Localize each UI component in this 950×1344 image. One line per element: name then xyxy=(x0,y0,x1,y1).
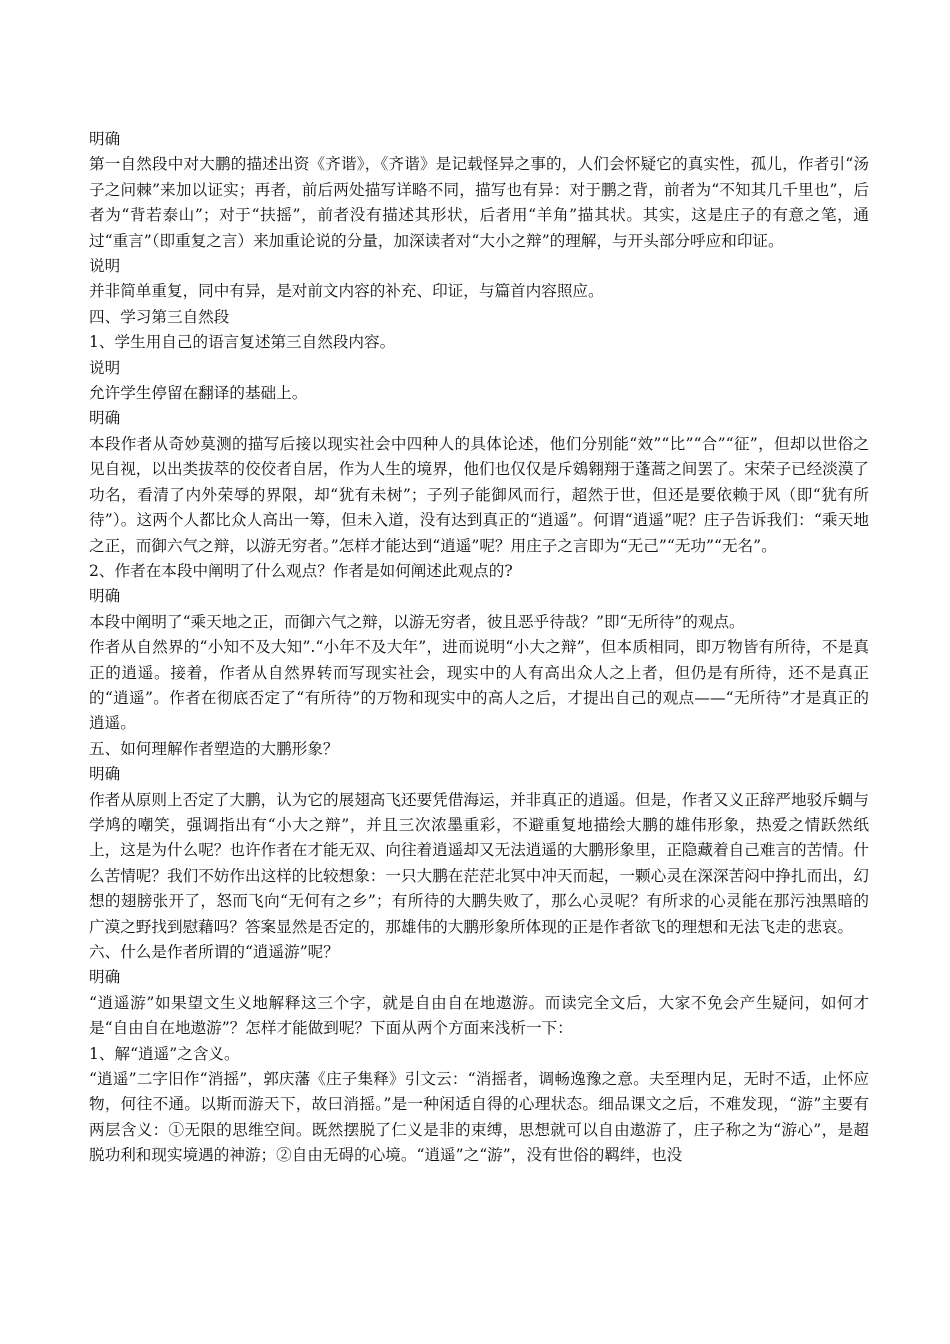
paragraph: “逍遥”二字旧作“消摇”，郭庆藩《庄子集释》引文云：“消摇者，调畅逸豫之意。夫至理内足，无时不适，止怀应物，何往不通。以斯而游天下，故曰消摇。”是一种闲适自得的心理状态。细品课文之后，不难发现，“游”主要有两层含义：①无限的思维空间。既然摆脱了仁义是非的束缚，思想就可以自由遨游了，庄子称之为“游心”，是超脱功利和现实境遇的神游；②自由无碍的心境。“逍遥”之“游”，没有世俗的羁绊，也没 xyxy=(89,1070,869,1165)
paragraph: 作者从原则上否定了大鹏，认为它的展翅高飞还要凭借海运，并非真正的逍遥。但是，作者又义正辞严地驳斥蜩与学鸠的嘲笑，强调指出有“小大之辩”，并且三次浓墨重彩，不避重复地描绘大鹏的雄伟形象，热爱之情跃然纸上，这是为什么呢？也许作者在才能无双、向往着逍遥却又无法逍遥的大鹏形象里，正隐藏着自己难言的苦情。什么苦情呢？我们不妨作出这样的比较想象：一只大鹏在茫茫北冥中冲天而起，一颗心灵在深深苦闷中挣扎而出，幻想的翅膀张开了，怒而飞向“无何有之乡”；有所待的大鹏失败了，那么心灵呢？有所求的心灵能在那污浊黑暗的广漠之野找到慰藉吗？答案显然是否定的，那雄伟的大鹏形象所体现的正是作者欲飞的理想和无法飞走的悲哀。 xyxy=(89,790,869,936)
section-heading-4: 四、学习第三自然段 xyxy=(89,307,230,326)
paragraph-label-mingque: 明确 xyxy=(89,409,121,428)
section-heading-6: 六、什么是作者所谓的“逍遥游”呢？ xyxy=(89,943,339,961)
paragraph-label-shuoming: 说明 xyxy=(89,257,121,276)
paragraph: “逍遥游”如果望文生义地解释这三个字，就是自由自在地遨游。而读完全文后，大家不免会产生疑问，如何才是“自由自在地遨游”？怎样才能做到呢？下面从两个方面来浅析一下： xyxy=(89,993,869,1038)
paragraph: 本段中阐明了“乘天地之正，而御六气之辩，以游无穷者，彼且恶乎待哉？”即“无所待”的观点。 xyxy=(89,612,745,631)
paragraph: 本段作者从奇妙莫测的描写后接以现实社会中四种人的具体论述，他们分别能“效”“比”“合”“征”，但却以世俗之见自视，以出类拔萃的佼佼者自居，作为人生的境界，他们也仅仅是斥鴳翱翔于蓬蒿之间罢了。宋荣子已经淡漠了功名，看清了内外荣辱的界限，却“犹有未树”；子列子能御风而行，超然于世，但还是要依赖于风（即“犹有所待”）。这两个人都比众人高出一筹，但未入道，没有达到真正的“逍遥”。何谓“逍遥”呢？庄子告诉我们：“乘天地之正，而御六气之辩，以游无穷者。”怎样才能达到“逍遥”呢？用庄子之言即为“无己”“无功”“无名”。 xyxy=(89,434,869,555)
section-heading-5: 五、如何理解作者塑造的大鹏形象？ xyxy=(89,739,339,758)
paragraph: 并非简单重复，同中有异，是对前文内容的补充、印证，与篇首内容照应。 xyxy=(89,282,604,301)
paragraph-label-mingque: 明确 xyxy=(89,130,121,148)
paragraph: 允许学生停留在翻译的基础上。 xyxy=(89,384,308,403)
paragraph-label-shuoming: 说明 xyxy=(89,358,121,377)
subheading-1: 1、解“逍遥”之含义。 xyxy=(89,1044,240,1063)
question-1: 1、学生用自己的语言复述第三自然段内容。 xyxy=(89,333,396,352)
paragraph-label-mingque: 明确 xyxy=(89,587,121,606)
question-2: 2、作者在本段中阐明了什么观点？作者是如何阐述此观点的? xyxy=(89,561,513,580)
paragraph-label-mingque: 明确 xyxy=(89,968,121,987)
document-body xyxy=(89,127,869,1169)
paragraph-label-mingque: 明确 xyxy=(89,765,121,784)
paragraph: 第一自然段中对大鹏的描述出资《齐谐》，《齐谐》是记载怪异之事的，人们会怀疑它的真实性，孤儿，作者引“汤子之问棘”来加以证实；再者，前后两处描写详略不同，描写也有异：对于鹏之背，前者为“不知其几千里也”，后者为“背若泰山”；对于“扶摇”，前者没有描述其形状，后者用“羊角”描其状。其实，这是庄子的有意之笔，通过“重言”（即重复之言）来加重论说的分量，加深读者对“大小之辩”的理解，与开头部分呼应和印证。 xyxy=(89,155,869,250)
paragraph: 作者从自然界的“小知不及大知”.“小年不及大年”，进而说明“小大之辩”，但本质相同，即万物皆有所待，不是真正的逍遥。接着，作者从自然界转而写现实社会，现实中的人有高出众人之上者，但仍是有所待，还不是真正的“逍遥”。作者在彻底否定了“有所待”的万物和现实中的高人之后，才提出自己的观点——“无所待”才是真正的逍遥。 xyxy=(89,638,869,733)
